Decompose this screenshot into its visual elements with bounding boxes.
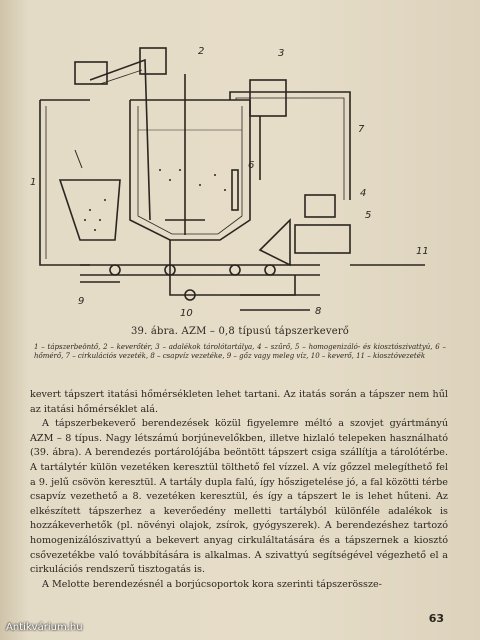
diagram-label-9: 9 <box>78 296 85 307</box>
figure-legend: 1 – tápszerbeöntő, 2 – keverőtér, 3 – adalékok tárolótartálya, 4 – szűrő, 5 – homogenizáló- és kiosztószivattyú, 6 – hőmérő, 7 – cirkulációs vezeték, 8 – csapvíz vezetéke, 9 – gőz vagy meleg víz, 10 – keverő, 11 – kiosztóvezeték <box>34 343 446 360</box>
diagram-label-11: 11 <box>416 246 429 257</box>
body-text <box>30 388 448 592</box>
mixer-diagram <box>20 20 440 320</box>
paragraph: A Melotte berendezésnél a borjúcsoportok kora szerinti tápszerössze- <box>42 578 382 590</box>
paragraph: A tápszerbekeverő berendezések közül figyelemre méltó a szovjet gyártmányú AZM – 8 típus. Nagy létszámú borjúnevelőkben, illetve hizlaló telepeken használható (39. ábra). A berendezés portárolójába beöntött tápszert csiga szállítja a tárolótérbe. A tartálytér külön vezetéken keresztül tölthető fel vízzel. A víz gőzzel melegíthető fel a 9. jelű csövön keresztül. A tartály dupla falú, így hőszigetelése jó, a fal közötti térbe csapvíz vezethető a 8. vezetéken keresztül, és így a tápszert le is lehet hűteni. Az elkészített tápszerhez a keverőedény melletti tartályból különféle adalékok is hozzákeverhetők (pl. növényi olajok, zsírok, gyógyszerek). A berendezéshez tartozó homogenizálószivattyú a bekevert anyag cirkuláltatására és a tápszernek a kiosztó csővezetékbe való továbbítására is alkalmas. A szivattyú segítségével végezhető el a cirkulációs rendszerű tisztogatás is. <box>30 418 448 576</box>
paragraph: kevert tápszert itatási hőmérsékleten lehet tartani. Az itatás során a tápszer nem hűl az itatási hőmérséklet alá. <box>30 389 448 415</box>
diagram-label-4: 4 <box>360 188 367 199</box>
watermark: Antikvárium.hu <box>6 622 83 633</box>
diagram-label-7: 7 <box>358 124 365 135</box>
diagram-label-10: 10 <box>180 308 193 319</box>
diagram-label-5: 5 <box>365 210 372 221</box>
page-number: 63 <box>428 612 444 625</box>
figure-caption: 39. ábra. AZM – 0,8 típusú tápszerkeverő <box>130 326 350 337</box>
diagram-label-1: 1 <box>30 177 37 188</box>
diagram-label-3: 3 <box>278 48 285 59</box>
diagram-label-6: 6 <box>248 160 255 171</box>
diagram-label-2: 2 <box>198 46 205 57</box>
diagram-label-8: 8 <box>315 306 322 317</box>
